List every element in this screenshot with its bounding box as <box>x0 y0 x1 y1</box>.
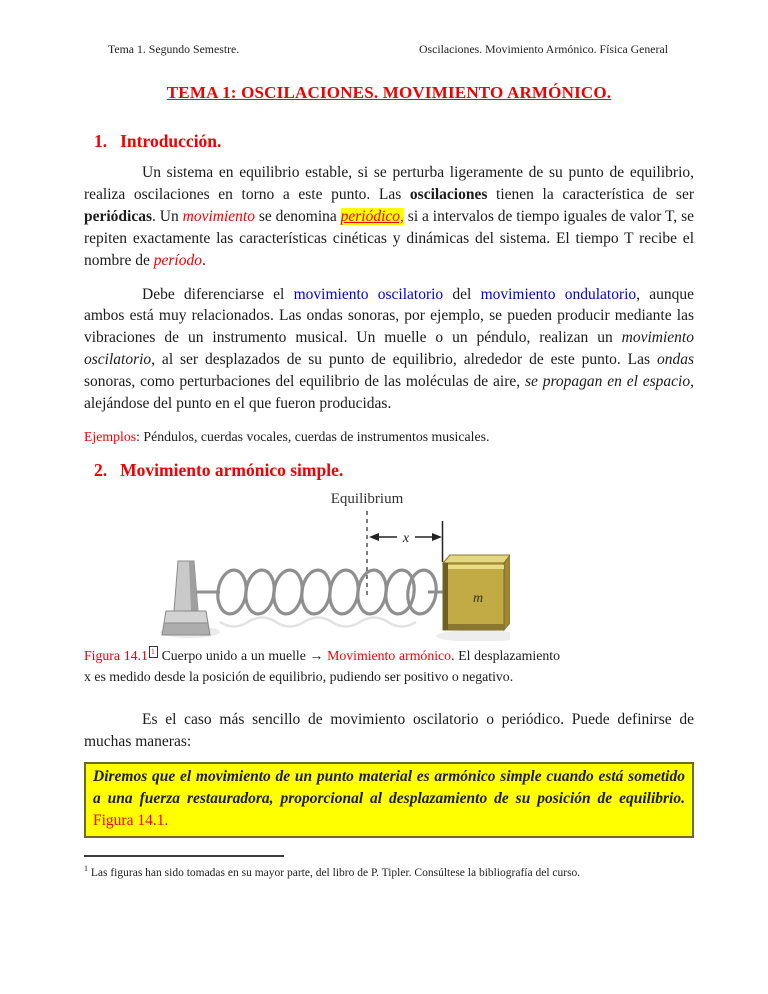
footnote-number: 1 <box>84 863 88 873</box>
section-2-number: 2. <box>94 459 108 480</box>
arrow-head-right <box>432 533 442 541</box>
text-segment: tienen la característica de ser <box>487 185 695 203</box>
section-1-title: Introducción. <box>120 131 222 151</box>
figure-number: Figura 14.1 <box>84 647 148 663</box>
caption-text: . El desplazamiento x es medido desde la posición de equilibrio, pudiendo ser positivo o negativo. <box>84 647 560 684</box>
header-left: Tema 1. Segundo Semestre. <box>108 42 240 56</box>
text-segment-blue: movimiento ondulatorio <box>480 285 637 303</box>
definition-box <box>84 762 694 838</box>
spring-coils <box>215 568 439 615</box>
figure-caption <box>84 645 560 687</box>
spring-mass-figure <box>84 489 694 641</box>
intro-paragraph-2 <box>84 284 694 415</box>
footnote-marker-box: 1 <box>149 646 158 658</box>
examples-label: Ejemplos <box>84 428 137 444</box>
text-segment: Debe diferenciarse el <box>142 285 294 303</box>
text-segment-italic: se propagan en el espacio, <box>524 373 694 391</box>
shm-intro-paragraph: Es el caso más sencillo de movimiento oscilatorio o periódico. Puede definirse de muchas maneras: <box>84 710 694 750</box>
text-segment: alejándose del punto en el que fueron producidas. <box>84 395 392 413</box>
intro-paragraph-1 <box>84 162 694 272</box>
footnote-separator <box>84 855 284 857</box>
post-base-bottom <box>162 623 210 635</box>
header-right: Oscilaciones. Movimiento Armónico. Física General <box>419 42 668 56</box>
caption-text: Cuerpo unido a un muelle <box>157 647 310 663</box>
x-displacement-label: x <box>402 530 410 546</box>
page-header <box>84 42 694 57</box>
text-segment: , aunque ambos está muy relacionados. Las ondas sonoras, por ejemplo, se pueden producir mediante las vibraciones de un instrumento musical. Un muelle o un péndulo, realizan un <box>84 285 695 347</box>
section-2-title: Movimiento armónico simple. <box>120 459 344 480</box>
section-1-number: 1. <box>94 131 108 151</box>
post-base-top <box>164 611 208 623</box>
footnote-text: Las figuras han sido tomadas en su mayor parte, del libro de P. Tipler. Consúltese la bibliografía del curso. <box>88 866 581 879</box>
text-segment: . <box>201 251 206 269</box>
equilibrium-label: Equilibrium <box>330 490 404 507</box>
highlighted-term: periódico, <box>340 207 404 225</box>
spring-reflection <box>220 617 416 626</box>
mass-block <box>443 555 510 630</box>
rightwards-arrow-icon: → <box>309 647 324 663</box>
text-segment-italic: ondas <box>656 351 694 369</box>
text-segment: Un sistema en equilibrio estable, si se perturba ligeramente de su punto de equilibrio, realiza oscilaciones en torno a este punto. Las <box>84 164 694 203</box>
text-segment: . Un <box>152 207 183 225</box>
text-segment: , al ser desplazados de su punto de equilibrio, alrededor de este punto. Las <box>151 351 657 369</box>
mass-shadow <box>436 630 510 641</box>
text-segment: del <box>443 285 481 303</box>
footnote <box>84 862 694 880</box>
text-segment: sonoras, como perturbaciones del equilibrio de las moléculas de aire, <box>84 373 525 391</box>
text-segment: si a intervalos de tiempo iguales de valor T, se repiten exactamente las características cinéticas y dinámicas del sistema. El tiempo T recibe el nombre de <box>84 207 694 269</box>
examples-text: : Péndulos, cuerdas vocales, cuerdas de instrumentos musicales. <box>136 428 490 444</box>
text-segment-blue: movimiento oscilatorio <box>293 285 444 303</box>
definition-text: Diremos que el movimiento de un punto material es armónico simple cuando está sometido a una fuerza restauradora, proporcional al desplazamiento de su posición de equilibrio. <box>93 767 685 807</box>
text-segment-bold: oscilaciones <box>409 185 488 203</box>
spring-mass-diagram <box>160 489 510 641</box>
caption-red-term: Movimiento armónico <box>327 647 452 663</box>
text-segment-red-italic: movimiento <box>182 207 255 225</box>
text-segment: se denomina <box>254 207 341 225</box>
text-segment-red-italic: período <box>153 251 202 269</box>
document-title: TEMA 1: OSCILACIONES. MOVIMIENTO ARMÓNICO. <box>166 83 612 102</box>
arrow-head-left <box>369 533 379 541</box>
examples-line <box>84 427 694 446</box>
mass-label: m <box>472 590 484 606</box>
definition-figure-ref: Figura 14.1. <box>93 811 169 829</box>
text-segment-italic: movimiento oscilatorio <box>84 329 694 369</box>
section-1-heading <box>84 131 694 152</box>
text-segment-bold: periódicas <box>84 207 153 225</box>
section-2-heading <box>84 460 694 481</box>
